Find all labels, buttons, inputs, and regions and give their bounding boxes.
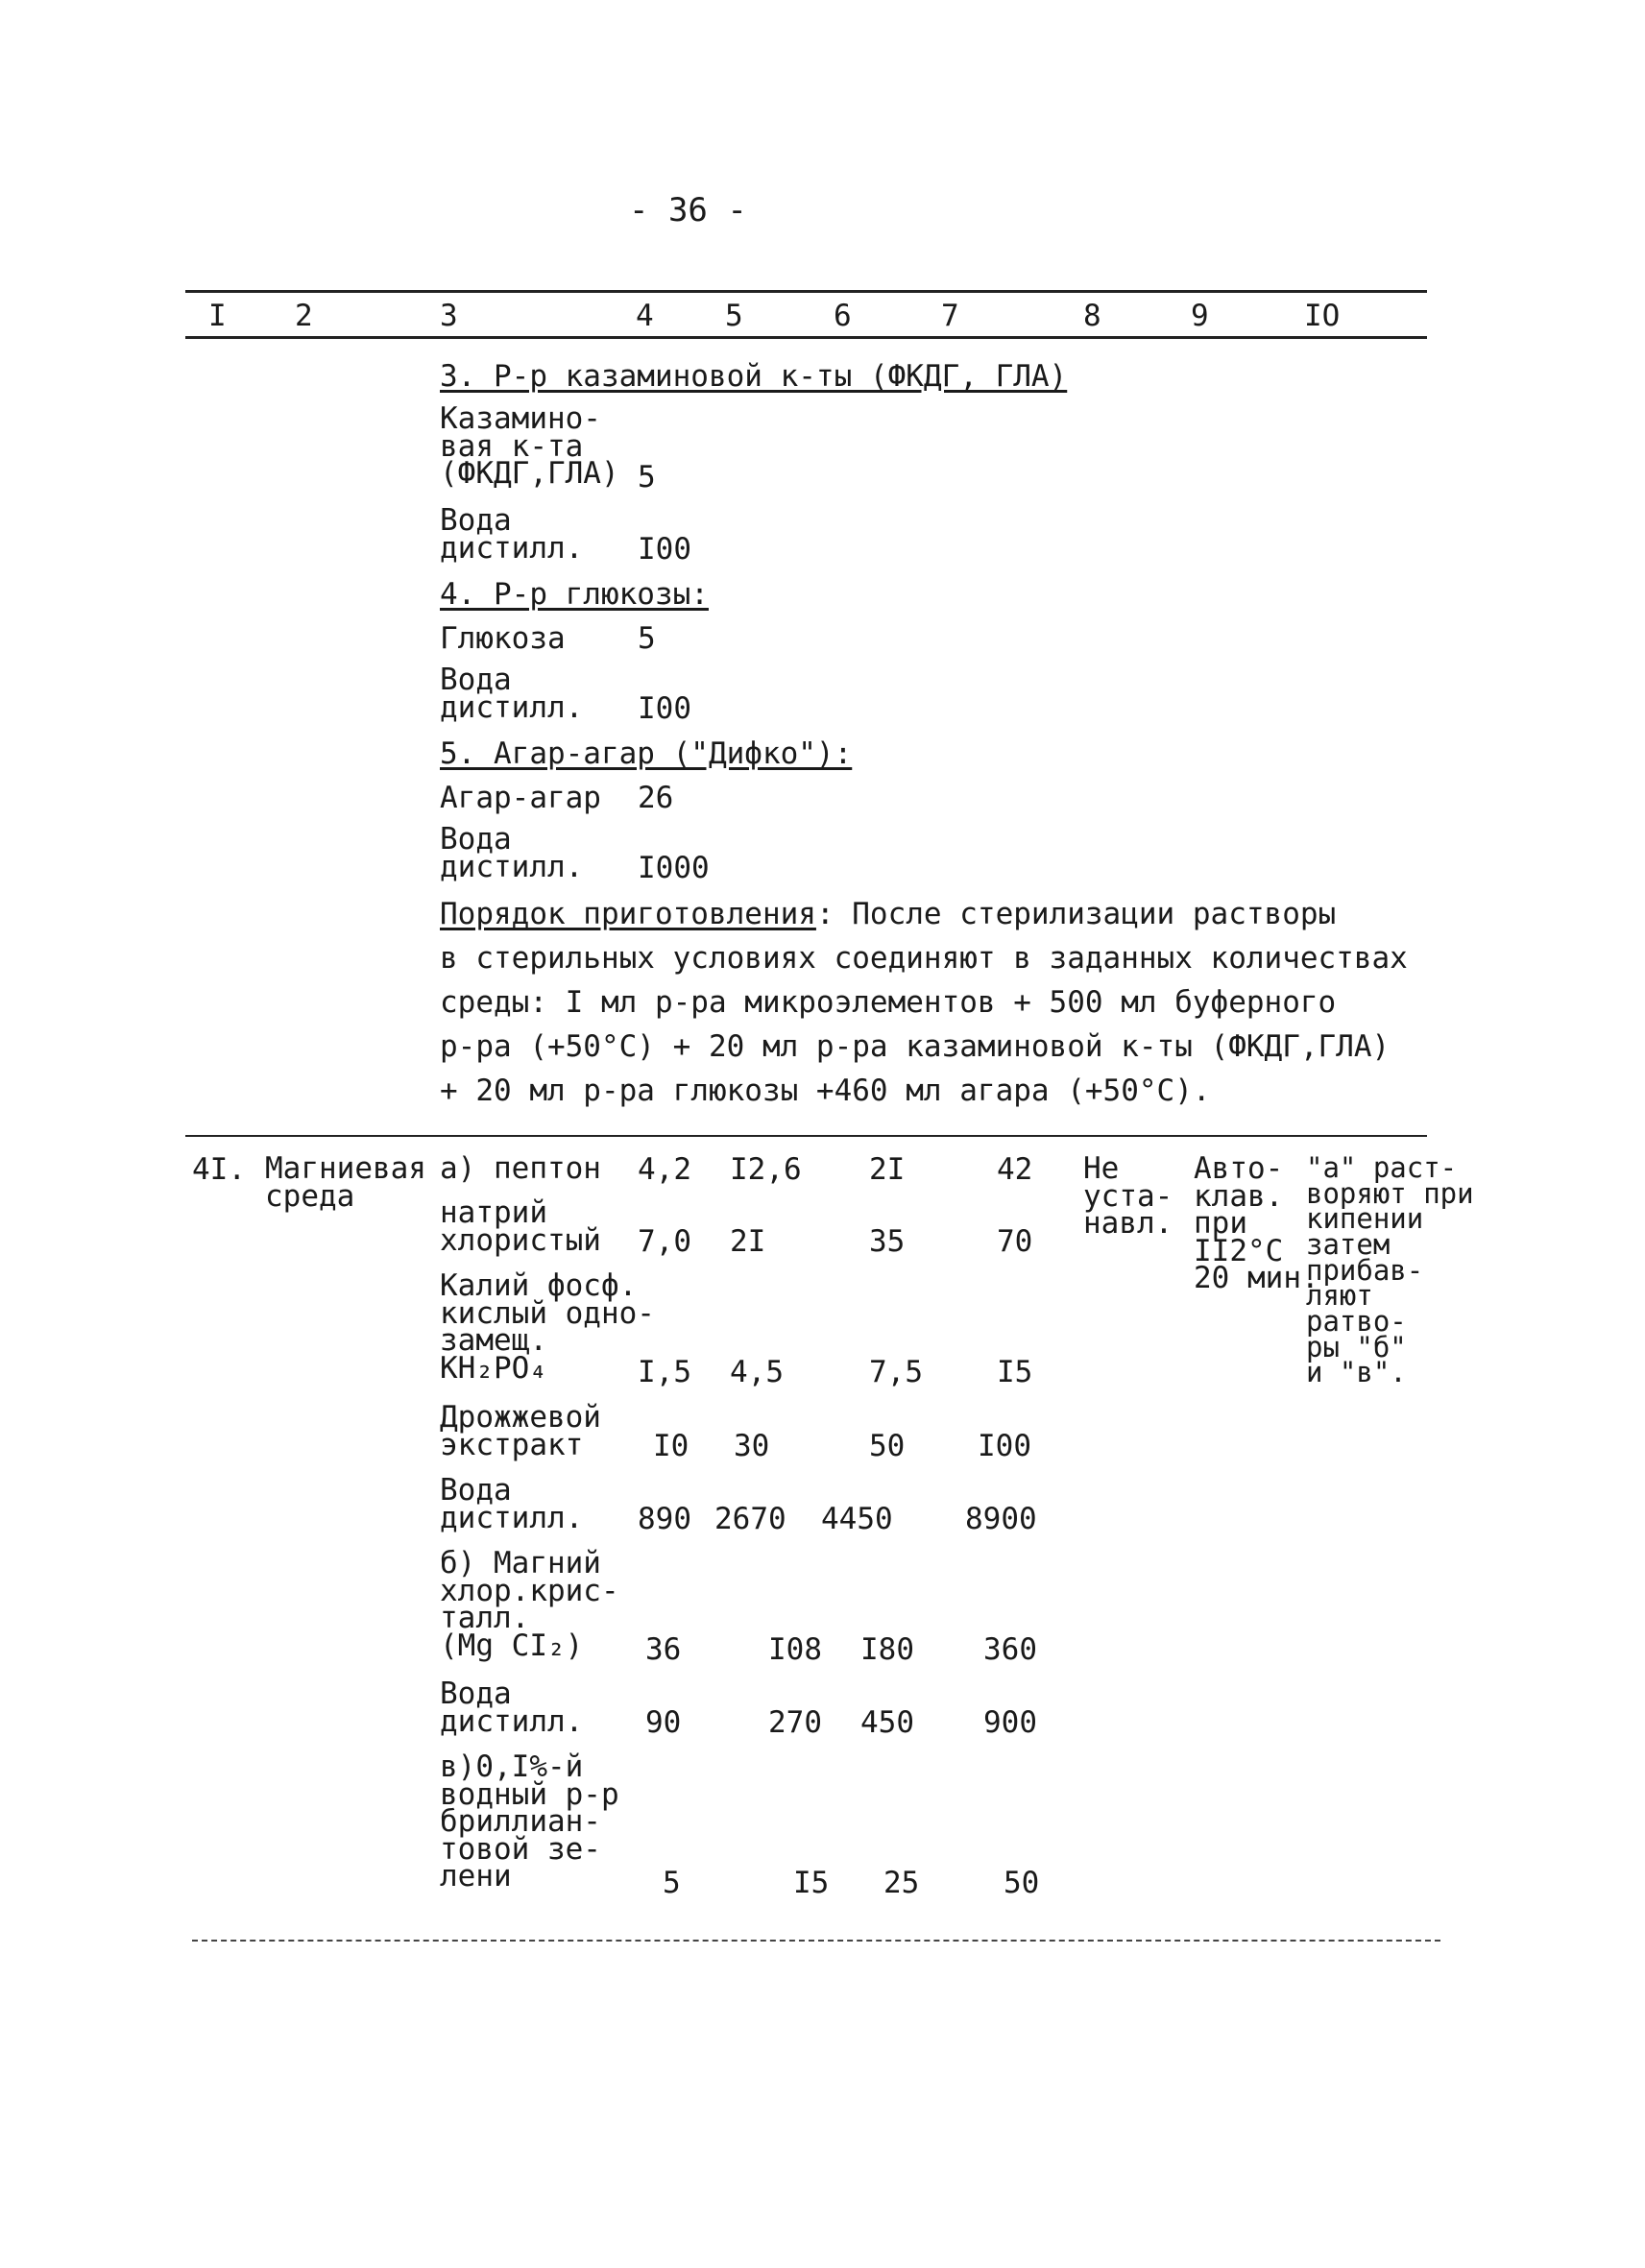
entry-col8: Не уста- навл. — [1083, 1151, 1173, 1242]
preparation-line: среды: I мл р-ра микроэлементов + 500 мл буферного — [440, 985, 1337, 1020]
column-header: 2 — [295, 299, 313, 333]
preparation-text: : После стерилизации растворы — [815, 897, 1337, 931]
value-col5: I5 — [793, 1866, 830, 1900]
value-col7: 70 — [997, 1224, 1033, 1259]
entry-col9: Авто- клав. при II2°С 20 мин. — [1194, 1151, 1319, 1296]
value-col6: 450 — [860, 1705, 914, 1740]
section4-amount: 5 — [638, 621, 656, 656]
section4-title: 4. Р-р глюкозы: — [440, 577, 709, 612]
value-col4: I0 — [653, 1429, 689, 1463]
section5-title: 5. Агар-агар ("Дифко"): — [440, 736, 853, 771]
value-col6: 25 — [883, 1866, 920, 1900]
column-header: 4 — [636, 299, 654, 333]
ingredient-name: натрий хлористый — [440, 1195, 601, 1258]
section4-ingredient: Вода дистилл. — [440, 663, 584, 725]
column-header: 8 — [1083, 299, 1101, 333]
value-col5: 4,5 — [730, 1355, 784, 1389]
value-col7: 360 — [983, 1632, 1037, 1667]
value-col6: I80 — [860, 1632, 914, 1667]
value-col5: 30 — [734, 1429, 770, 1463]
section3-ingredient: Вода дистилл. — [440, 503, 584, 566]
section5-ingredient: Вода дистилл. — [440, 822, 584, 884]
table-top-rule — [185, 290, 1427, 293]
value-col4: 36 — [645, 1632, 682, 1667]
preparation-line: р-ра (+50°С) + 20 мл р-ра казаминовой к-ты (ФКДГ,ГЛА) — [440, 1029, 1391, 1064]
value-col4: 7,0 — [638, 1224, 691, 1259]
ingredient-name: а) пептон — [440, 1151, 601, 1186]
section5-amount: I000 — [638, 851, 710, 885]
ingredient-name: Вода дистилл. — [440, 1473, 584, 1535]
entry-number: 4I. — [192, 1152, 246, 1187]
value-col4: I,5 — [638, 1355, 691, 1389]
column-header: 3 — [440, 299, 458, 333]
ingredient-name: в)0,I%-й водный р-р бриллиан- товой зе- лени — [440, 1749, 619, 1894]
value-col7: 50 — [1004, 1866, 1040, 1900]
section3-ingredient: Казамино- вая к-та (ФКДГ,ГЛА) — [440, 401, 619, 492]
column-header: IO — [1304, 299, 1341, 333]
value-col6: 4450 — [821, 1502, 893, 1536]
ingredient-name: б) Магний хлор.крис- талл. (Mg CI₂) — [440, 1546, 619, 1663]
section3-amount: I00 — [638, 532, 691, 567]
value-col6: 7,5 — [869, 1355, 923, 1389]
section4-amount: I00 — [638, 691, 691, 726]
column-header: 9 — [1191, 299, 1209, 333]
ingredient-name: Вода дистилл. — [440, 1677, 584, 1739]
value-col5: 2I — [730, 1224, 766, 1259]
column-header: I — [208, 299, 227, 333]
value-col5: I08 — [768, 1632, 822, 1667]
entry-col10: "а" раст- воряют при кипении затем прибав- ляют ратво- ры "б" и "в". — [1306, 1151, 1474, 1389]
ingredient-name: Калий фосф. кислый одно- замещ. КН₂РО₄ — [440, 1268, 655, 1386]
section5-ingredient: Агар-агар — [440, 781, 601, 815]
value-col7: 8900 — [965, 1502, 1037, 1536]
value-col4: 4,2 — [638, 1152, 691, 1187]
value-col6: 35 — [869, 1224, 906, 1259]
column-header: 5 — [725, 299, 743, 333]
entry-name: Магниевая среда — [265, 1151, 426, 1214]
section3-amount: 5 — [638, 460, 656, 495]
value-col5: 270 — [768, 1705, 822, 1740]
value-col5: 2670 — [714, 1502, 786, 1536]
column-header: 6 — [834, 299, 852, 333]
section3-title: 3. Р-р казаминовой к-ты (ФКДГ, ГЛА) — [440, 359, 1068, 394]
value-col6: 2I — [869, 1152, 906, 1187]
value-col7: 42 — [997, 1152, 1033, 1187]
preparation-label: Порядок приготовления — [440, 897, 816, 931]
page-number: - 36 - — [629, 191, 747, 229]
ingredient-name: Дрожжевой экстракт — [440, 1400, 601, 1462]
value-col4: 90 — [645, 1705, 682, 1740]
section5-amount: 26 — [638, 781, 674, 815]
value-col7: 900 — [983, 1705, 1037, 1740]
column-header: 7 — [941, 299, 959, 333]
section4-ingredient: Глюкоза — [440, 621, 566, 656]
value-col5: I2,6 — [730, 1152, 802, 1187]
value-col4: 890 — [638, 1502, 691, 1536]
section-divider — [185, 1135, 1427, 1137]
preparation-line — [440, 897, 1337, 931]
table-header-rule — [185, 336, 1427, 339]
preparation-line: + 20 мл р-ра глюкозы +460 мл агара (+50°С). — [440, 1074, 1211, 1108]
value-col4: 5 — [663, 1866, 681, 1900]
preparation-line: в стерильных условиях соединяют в заданных количествах — [440, 941, 1408, 976]
value-col7: I00 — [978, 1429, 1031, 1463]
table-bottom-rule — [192, 1940, 1440, 1942]
value-col6: 50 — [869, 1429, 906, 1463]
value-col7: I5 — [997, 1355, 1033, 1389]
